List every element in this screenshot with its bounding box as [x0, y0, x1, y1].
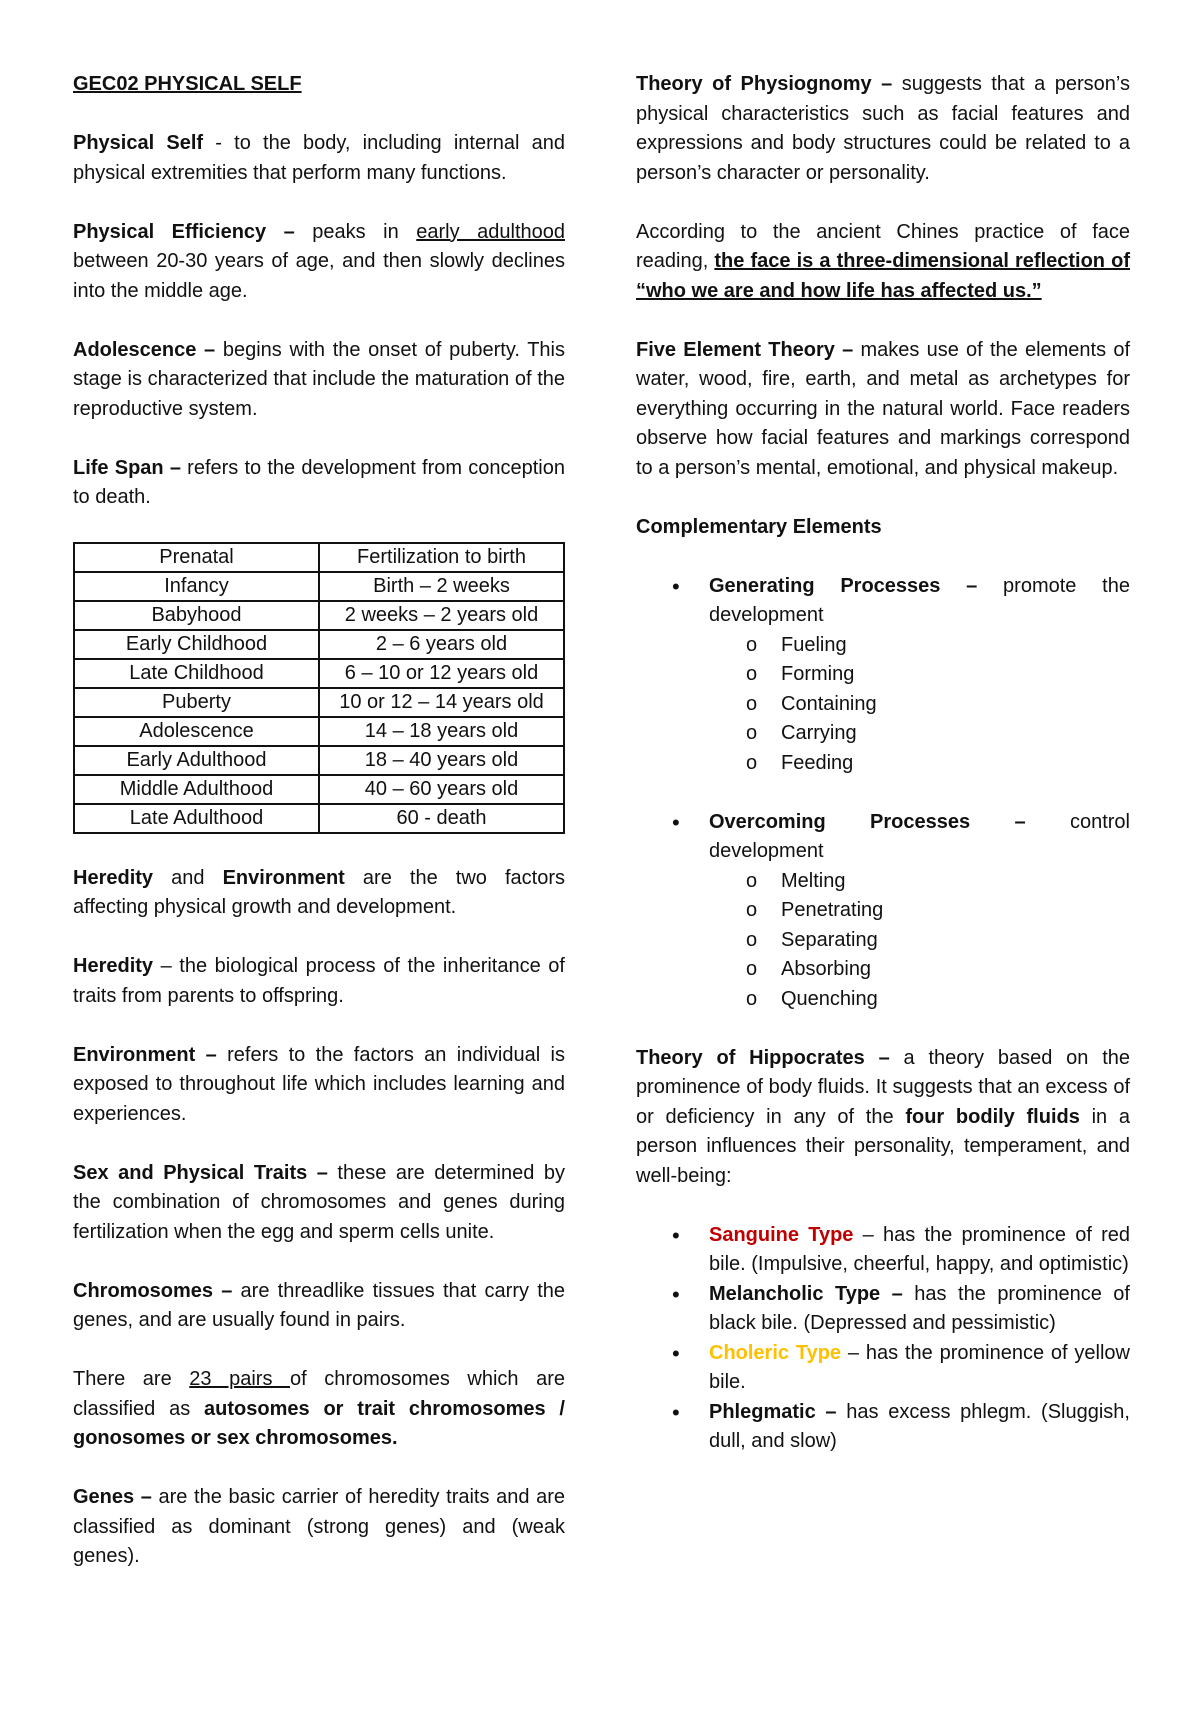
table-row	[74, 717, 564, 746]
table-row	[74, 804, 564, 833]
list-item	[636, 985, 1130, 1015]
list-item	[636, 749, 1130, 779]
table-row	[74, 572, 564, 601]
table-row	[74, 775, 564, 804]
overcoming-list	[636, 808, 1130, 1015]
list-item-label: Carrying	[781, 722, 857, 744]
list-item	[636, 926, 1130, 956]
five-element-def: Five Element Theory – makes use of the elements of water, wood, fire, earth, and metal as archetypes for everything occurring in the natural world. Face readers observe how facial features and markings correspond to a person’s mental, emotional, and physical makeup.	[636, 338, 1130, 479]
temperament-type-item	[636, 1398, 1130, 1457]
right-column	[636, 70, 1130, 1457]
table-row	[74, 688, 564, 717]
chromosome-pairs-note: There are 23 pairs of chromosomes which are classified as autosomes or trait chromosomes / gonosomes or sex chromosomes.	[73, 1368, 565, 1449]
temperament-type-text: has excess phlegm. (Sluggish, dull, and slow)	[709, 1400, 1130, 1452]
table-row	[74, 543, 564, 572]
stage-age-cell: 2 – 6 years old	[319, 630, 564, 659]
list-item	[636, 867, 1130, 897]
list-item-label: Penetrating	[781, 899, 884, 921]
temperament-type-item	[636, 1280, 1130, 1339]
list-item	[636, 896, 1130, 926]
hippocrates-def: Theory of Hippocrates – a theory based on the prominence of body fluids. It suggests that an excess of or deficiency in any of the four bodily fluids in a person influences their personality, temperament, and well-being:	[636, 1046, 1130, 1187]
table-row	[74, 746, 564, 775]
stage-name-cell: Late Adulthood	[74, 804, 319, 833]
temperament-types-list	[636, 1221, 1130, 1457]
stage-name-cell: Late Childhood	[74, 659, 319, 688]
overcoming-item: • Overcoming Processes – control development o Melting o Penetrating o Separating o Absorbing o Quenching	[636, 808, 1130, 1015]
stage-age-cell: 14 – 18 years old	[319, 717, 564, 746]
temperament-type-text: – has the prominence of red bile. (Impulsive, cheerful, happy, and optimistic)	[709, 1223, 1131, 1275]
stage-age-cell: 10 or 12 – 14 years old	[319, 688, 564, 717]
list-item	[636, 660, 1130, 690]
stage-name-cell: Middle Adulthood	[74, 775, 319, 804]
temperament-type-term: Melancholic Type –	[709, 1282, 903, 1305]
temperament-type-item	[636, 1339, 1130, 1398]
list-item	[636, 955, 1130, 985]
face-reading-note: According to the ancient Chines practice of face reading, the face is a three-dimensional reflection of “who we are and how life has affected us.”	[636, 220, 1130, 302]
chromosomes-def: Chromosomes – are threadlike tissues that carry the genes, and are usually found in pairs.	[73, 1279, 565, 1331]
stage-age-cell: Fertilization to birth	[319, 543, 564, 572]
list-item	[636, 690, 1130, 720]
temperament-type-term: Phlegmatic –	[709, 1400, 837, 1423]
list-item	[636, 719, 1130, 749]
stage-age-cell: 60 - death	[319, 804, 564, 833]
list-item-label: Melting	[781, 869, 846, 892]
stage-age-cell: Birth – 2 weeks	[319, 572, 564, 601]
temperament-type-text: – has the prominence of yellow bile.	[709, 1341, 1130, 1393]
page-title: GEC02 PHYSICAL SELF	[73, 73, 302, 95]
temperament-type-text: has the prominence of black bile. (Depressed and pessimistic)	[709, 1282, 1130, 1334]
list-item-label: Containing	[781, 692, 877, 715]
life-stages-table	[73, 542, 565, 834]
life-span-def: Life Span – refers to the development from conception to death.	[73, 456, 565, 508]
generating-sublist	[709, 631, 1130, 779]
stage-age-cell: 18 – 40 years old	[319, 746, 564, 775]
stage-age-cell: 40 – 60 years old	[319, 775, 564, 804]
list-item	[636, 631, 1130, 661]
stage-name-cell: Prenatal	[74, 543, 319, 572]
list-item-label: Feeding	[781, 751, 854, 774]
stage-name-cell: Adolescence	[74, 717, 319, 746]
stage-age-cell: 6 – 10 or 12 years old	[319, 659, 564, 688]
temperament-type-term: Sanguine Type	[709, 1223, 854, 1246]
stage-name-cell: Babyhood	[74, 601, 319, 630]
stage-name-cell: Early Adulthood	[74, 746, 319, 775]
list-item-label: Absorbing	[781, 958, 872, 980]
physical-self-def: Physical Self - to the body, including internal and physical extremities that perform many functions.	[73, 132, 566, 184]
left-column	[73, 70, 565, 1601]
heredity-environment-note: Heredity and Environment are the two factors affecting physical growth and development.	[73, 866, 566, 918]
table-row	[74, 601, 564, 630]
physical-efficiency-def: Physical Efficiency – peaks in early adulthood between 20-30 years of age, and then slowly declines into the middle age.	[73, 220, 565, 302]
list-item-label: Fueling	[781, 633, 847, 656]
heredity-def: Heredity – the biological process of the inheritance of traits from parents to offspring.	[73, 955, 565, 1007]
list-item-label: Forming	[781, 663, 855, 685]
generating-item: • Generating Processes – promote the development o Fueling o Forming o Containing o Carrying o Feeding	[636, 572, 1130, 779]
temperament-type-item	[636, 1221, 1130, 1280]
genes-def: Genes – are the basic carrier of heredity traits and are classified as dominant (strong genes) and (weak genes).	[73, 1486, 565, 1567]
overcoming-sublist	[709, 867, 1130, 1015]
stage-name-cell: Infancy	[74, 572, 319, 601]
stage-name-cell: Early Childhood	[74, 630, 319, 659]
temperament-type-term: Choleric Type	[709, 1341, 842, 1364]
complementary-heading: Complementary Elements	[636, 515, 882, 538]
sex-traits-def: Sex and Physical Traits – these are determined by the combination of chromosomes and genes during fertilization when the egg and sperm cells unite.	[73, 1161, 565, 1243]
stage-age-cell: 2 weeks – 2 years old	[319, 601, 564, 630]
table-row	[74, 659, 564, 688]
physiognomy-def: Theory of Physiognomy – suggests that a person’s physical characteristics such as facial features and expressions and body structures could be related to a person’s character or personality.	[636, 73, 1130, 184]
list-item-label: Quenching	[781, 987, 878, 1010]
environment-def: Environment – refers to the factors an individual is exposed to throughout life which includes learning and experiences.	[73, 1043, 565, 1125]
adolescence-def: Adolescence – begins with the onset of puberty. This stage is characterized that include the maturation of the reproductive system.	[73, 338, 565, 420]
stage-name-cell: Puberty	[74, 688, 319, 717]
list-item-label: Separating	[781, 928, 878, 951]
table-row	[74, 630, 564, 659]
generating-list	[636, 572, 1130, 779]
